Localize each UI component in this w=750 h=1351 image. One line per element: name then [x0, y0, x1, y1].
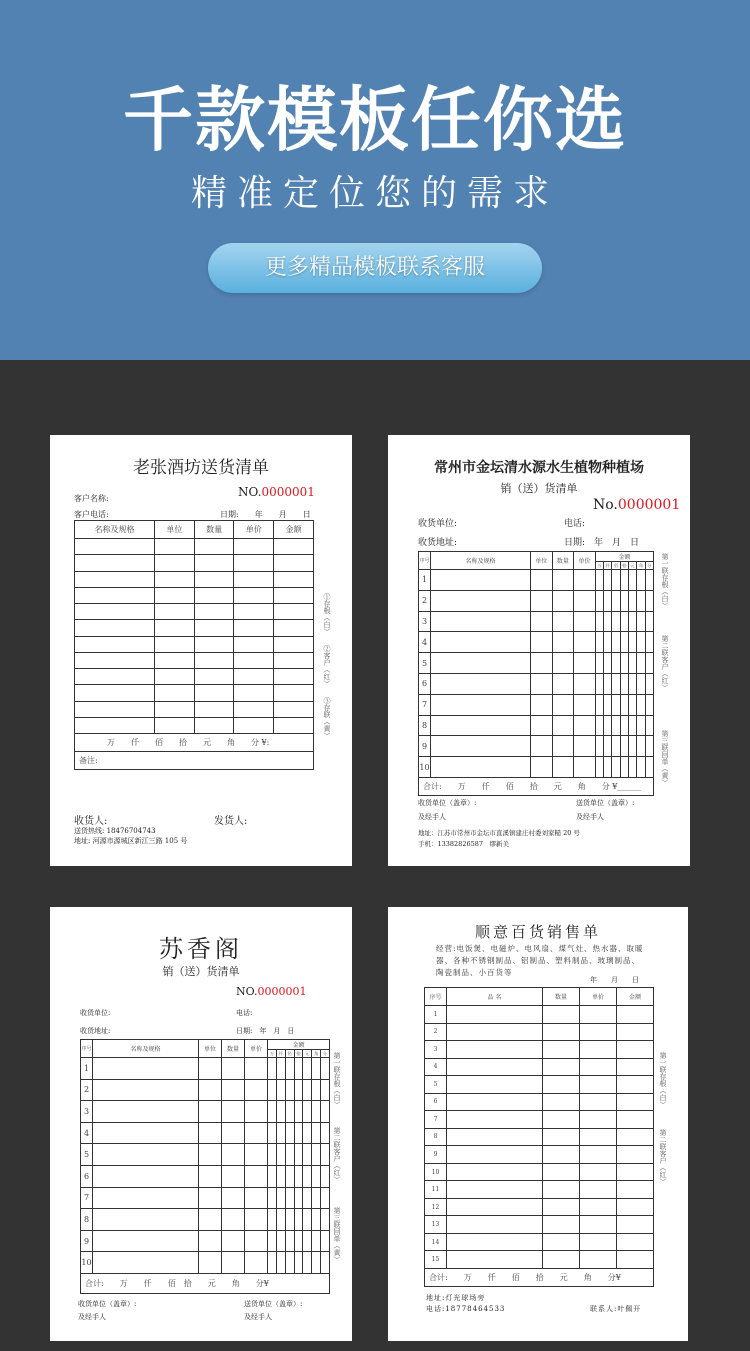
- copy-label: ③存联（黄）: [323, 697, 331, 739]
- row-number: 5: [425, 1076, 447, 1094]
- receive-seal: 收货单位（盖章）:: [418, 799, 477, 807]
- col-header: 金额: [268, 1040, 330, 1050]
- sub-header: 万: [595, 562, 603, 570]
- row-number: 11: [425, 1181, 447, 1199]
- phone: 电话:18778464533: [426, 1305, 506, 1313]
- copy-label: 第三联回单（黄）: [661, 730, 669, 786]
- copy-label: 第一联存根（白）: [659, 1052, 667, 1108]
- row-number: 14: [425, 1233, 447, 1251]
- copy-label: 第二联客户（红）: [659, 1129, 667, 1185]
- date-label: 日期: 年 月 日: [220, 510, 311, 519]
- sub-header: 分: [645, 562, 653, 570]
- col-header: 数量: [194, 521, 234, 539]
- form-subtitle: 销（送）货清单: [162, 965, 240, 978]
- total-row: 合计: 万 仟 佰 拾 元 角 分¥: [425, 1269, 654, 1287]
- col-header: 数量: [552, 552, 574, 570]
- phone-label: 电话:: [236, 1009, 253, 1017]
- sub-header: 万: [268, 1050, 277, 1058]
- form-title: 常州市金坛清水源水生植物种植场: [434, 460, 644, 476]
- serial-value: 0000001: [261, 485, 315, 499]
- receive-unit-label: 收货单位:: [418, 519, 458, 529]
- date-label: 年 月 日: [590, 976, 639, 984]
- col-header: 序号: [425, 988, 447, 1006]
- template-card-laozhang[interactable]: [50, 435, 352, 866]
- hero-banner: [0, 0, 750, 360]
- col-header: 数量: [222, 1040, 245, 1058]
- sub-header: 分: [321, 1050, 330, 1058]
- col-header: 金额: [595, 552, 653, 562]
- copy-label: 第二联客户（红）: [661, 635, 669, 691]
- row-number: 9: [81, 1230, 93, 1252]
- send-seal: 送货单位（盖章）:: [576, 799, 635, 807]
- handler-right: 及经手人: [576, 813, 604, 821]
- template-card-shunyi[interactable]: [388, 907, 688, 1341]
- col-header: 单价: [245, 1040, 268, 1058]
- sub-header: 角: [637, 562, 645, 570]
- row-number: 9: [425, 1146, 447, 1164]
- col-header: 金额: [617, 988, 654, 1006]
- business-scope: 经营:电饭煲、电磁炉、电风扇、煤气灶、热水器、取暖器、各种不锈钢制品、铝制品、塑料制品、玻璃制品、陶瓷制品、小百货等: [436, 944, 644, 977]
- sub-header: 拾: [294, 1050, 303, 1058]
- copy-label: 第一联存根（白）: [661, 553, 669, 609]
- form-title: 苏香阁: [159, 935, 243, 963]
- date-label: 日期: 年 月 日: [564, 538, 640, 548]
- sub-header: 佰: [612, 562, 620, 570]
- items-table: [80, 1039, 330, 1294]
- template-card-jintan[interactable]: [388, 435, 690, 866]
- col-header: 单位: [199, 1040, 222, 1058]
- serial-number: [593, 497, 680, 513]
- hotline: 送货热线: 18476704743: [74, 827, 156, 835]
- form-title: 老张酒坊送货清单: [133, 458, 269, 478]
- col-header: 数量: [543, 988, 580, 1006]
- row-number: 8: [81, 1209, 93, 1231]
- serial-value: 0000001: [257, 985, 307, 998]
- row-number: 2: [425, 1023, 447, 1041]
- handler-right: 及经手人: [244, 1313, 272, 1321]
- sub-header: 佰: [285, 1050, 294, 1058]
- row-number: 1: [425, 1006, 447, 1024]
- copy-label: 第三联回单（黄）: [333, 1207, 341, 1263]
- address: 地址:灯光球场旁: [426, 1294, 486, 1302]
- receiver-label: 收货人:: [74, 816, 108, 827]
- row-number: 13: [425, 1216, 447, 1234]
- sub-header: 仟: [604, 562, 612, 570]
- serial-prefix: NO.: [238, 485, 262, 499]
- row-number: 8: [419, 715, 431, 736]
- sub-header: 元: [303, 1050, 312, 1058]
- row-number: 15: [425, 1251, 447, 1269]
- total-row: 合计: 万 仟 佰 拾 元 角 分¥: [81, 1274, 330, 1294]
- row-number: 9: [419, 736, 431, 757]
- receive-address-label: 收货地址:: [418, 538, 458, 548]
- remark-row: 备注:: [75, 752, 314, 770]
- row-number: 1: [419, 570, 431, 591]
- row-number: 7: [425, 1111, 447, 1129]
- row-number: 12: [425, 1198, 447, 1216]
- sub-header: 元: [629, 562, 637, 570]
- copy-label: ①存根（白）: [323, 593, 331, 635]
- form-subtitle: 销（送）货清单: [500, 482, 578, 495]
- serial-prefix: No.: [593, 497, 618, 513]
- row-number: 4: [81, 1122, 93, 1144]
- items-table: [74, 520, 314, 770]
- phone-label: 电话:: [564, 519, 586, 529]
- row-number: 10: [81, 1252, 93, 1274]
- col-header: 名称及规格: [431, 552, 531, 570]
- row-number: 3: [81, 1101, 93, 1123]
- col-header: 名称及规格: [75, 521, 155, 539]
- row-number: 3: [419, 611, 431, 632]
- row-number: 10: [419, 757, 431, 778]
- col-header: 品 名: [447, 988, 543, 1006]
- col-header: 序号: [419, 552, 431, 570]
- col-header: 单价: [234, 521, 274, 539]
- row-number: 6: [81, 1165, 93, 1187]
- address: 地址: 河源市源城区新江三路 105 号: [74, 837, 188, 845]
- row-number: 2: [419, 590, 431, 611]
- col-header: 序号: [81, 1040, 93, 1058]
- col-header: 单价: [580, 988, 617, 1006]
- total-units: 万 仟 佰 拾 元 角 分 ¥:: [107, 738, 270, 747]
- hero-title: 千款模板任你选: [123, 79, 627, 161]
- copy-label: 第一联存根（白）: [333, 1052, 341, 1108]
- copy-label: 第二联客户（红）: [333, 1127, 341, 1183]
- items-table: [424, 987, 654, 1287]
- date-label: 日期: 年 月 日: [236, 1027, 295, 1035]
- total-row: [75, 734, 314, 752]
- sub-header: 仟: [276, 1050, 285, 1058]
- total-row: 合计: 万 仟 佰 拾 元 角 分 ¥______: [419, 778, 654, 796]
- sub-header: 角: [312, 1050, 321, 1058]
- row-number: 6: [419, 673, 431, 694]
- row-number: 7: [81, 1187, 93, 1209]
- col-header: 单位: [155, 521, 195, 539]
- row-number: 8: [425, 1128, 447, 1146]
- address: 地址：江苏市常州市金坛市直溪镇建庄村委刘家糙 20 号: [418, 829, 580, 837]
- customer-name-label: 客户名称:: [74, 494, 109, 503]
- handler-left: 及经手人: [78, 1313, 106, 1321]
- row-number: 1: [81, 1058, 93, 1080]
- row-number: 3: [425, 1041, 447, 1059]
- row-number: 7: [419, 694, 431, 715]
- copy-label: ②客户（红）: [323, 645, 331, 687]
- col-header: 金额: [274, 521, 314, 539]
- row-number: 4: [419, 632, 431, 653]
- items-table: [418, 551, 654, 796]
- col-header: 名称及规格: [93, 1040, 199, 1058]
- serial-prefix: NO.: [236, 985, 258, 998]
- template-card-suxiangge[interactable]: [50, 907, 352, 1341]
- receive-unit-label: 收货单位:: [80, 1009, 111, 1017]
- col-header: 单位: [531, 552, 553, 570]
- contact-service-button[interactable]: 更多精品模板联系客服: [208, 243, 542, 293]
- serial-value: 0000001: [617, 497, 681, 513]
- col-header: 单价: [574, 552, 596, 570]
- receive-address-label: 收货地址:: [80, 1027, 111, 1035]
- hero-subtitle: 精准定位您的需求: [190, 173, 559, 214]
- contact: 联系人:叶佩开: [590, 1305, 642, 1313]
- sub-header: 拾: [620, 562, 628, 570]
- row-number: 5: [81, 1144, 93, 1166]
- serial-number: [236, 985, 307, 998]
- customer-phone-label: 客户电话:: [74, 510, 109, 519]
- row-number: 4: [425, 1058, 447, 1076]
- serial-number: [238, 485, 315, 499]
- row-number: 2: [81, 1079, 93, 1101]
- send-seal: 送货单位（盖章）:: [244, 1300, 303, 1308]
- handler-left: 及经手人: [418, 813, 446, 821]
- mobile: 手机：13382826587 缪新美: [418, 840, 509, 848]
- row-number: 5: [419, 653, 431, 674]
- receive-seal: 收货单位（盖章）:: [78, 1300, 137, 1308]
- sender-label: 发货人:: [214, 816, 248, 827]
- row-number: 10: [425, 1163, 447, 1181]
- form-title: 顺意百货销售单: [474, 923, 601, 941]
- row-number: 6: [425, 1093, 447, 1111]
